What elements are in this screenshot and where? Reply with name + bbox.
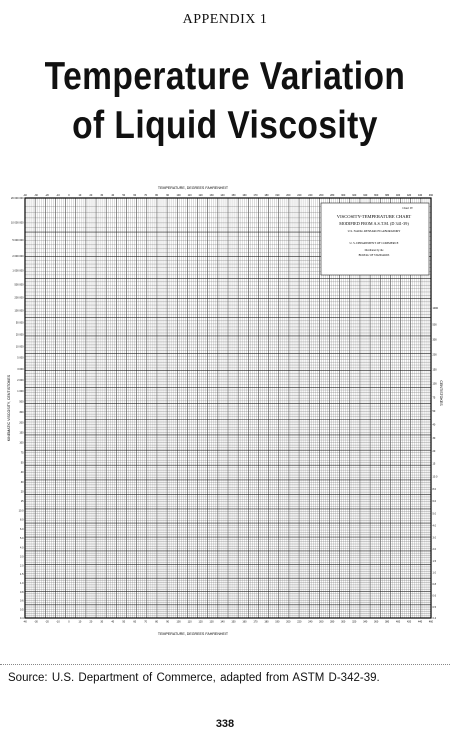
bottom-tick-label: 220 (297, 620, 302, 624)
left-tick-label: 8.0 (20, 518, 24, 522)
right-tick-label: 10.0 (432, 475, 438, 479)
left-tick-label: 3.0 (20, 555, 24, 559)
box-lab: U.S. NAVAL RESEARCH LABORATORY (347, 229, 401, 233)
right-tick-label: 8.0 (432, 487, 436, 491)
bottom-tick-label: 150 (231, 620, 236, 624)
right-tick-label: 20 (432, 449, 436, 453)
bottom-tick-label: 440 (417, 620, 423, 624)
viscosity-temperature-chart (3, 183, 443, 643)
right-tick-label: 500 (432, 323, 437, 327)
right-tick-label: 0.8 (432, 583, 436, 587)
bottom-tick-label: 260 (319, 620, 324, 624)
top-tick-label: -20 (45, 194, 49, 197)
bottom-tick-label: 130 (209, 620, 214, 624)
bottom-tick-label: -10 (56, 620, 60, 624)
source-note: Source: U.S. Department of Commerce, adapted from ASTM D-342-39. (8, 672, 380, 684)
top-tick-label: 0 (68, 194, 70, 197)
top-tick-label: 180 (264, 194, 269, 197)
left-tick-label: 75 (20, 451, 24, 455)
bottom-tick-label: 120 (198, 620, 203, 624)
right-tick-label: 0.4 (432, 617, 436, 620)
top-tick-label: 190 (275, 194, 280, 197)
title-line-2: of Liquid Viscosity (72, 104, 378, 147)
separator-rule (0, 664, 450, 665)
bottom-tick-label: 140 (220, 620, 225, 624)
top-tick-label: -40 (23, 194, 27, 197)
top-tick-label: 220 (297, 194, 302, 197)
bottom-tick-label: 420 (406, 620, 412, 624)
bottom-tick-label: 340 (363, 620, 368, 624)
bottom-tick-label: 80 (155, 620, 159, 624)
bottom-tick-label: 300 (341, 620, 346, 624)
left-tick-label: 300 (19, 410, 24, 414)
bottom-tick-label: 380 (385, 620, 390, 624)
top-axis-label: TEMPERATURE, DEGREES FAHRENHEIT (157, 186, 229, 190)
top-tick-label: 150 (231, 194, 236, 197)
left-tick-label: 15 (20, 499, 24, 503)
bottom-tick-label: 90 (166, 620, 170, 624)
top-tick-label: 90 (166, 194, 170, 197)
top-tick-label: 80 (155, 194, 159, 197)
bottom-tick-label: 190 (275, 620, 280, 624)
box-dist2: BUREAU OF STANDARDS (358, 254, 390, 257)
top-tick-label: 240 (308, 194, 313, 197)
left-tick-label: 0.8 (20, 590, 24, 594)
top-tick-label: 340 (363, 194, 368, 197)
bottom-tick-label: -40 (23, 620, 27, 624)
top-tick-label: 100 (176, 194, 181, 197)
left-tick-label: 4.0 (20, 546, 24, 550)
bottom-tick-label: 160 (242, 620, 247, 624)
left-tick-label: 100 (19, 441, 24, 445)
bottom-tick-label: 70 (144, 620, 148, 624)
right-tick-label: 100 (432, 382, 437, 386)
bottom-tick-label: 20 (89, 620, 93, 624)
bottom-tick-label: 40 (111, 620, 115, 624)
right-tick-label: 200 (432, 353, 437, 357)
right-tick-label: 1000 (432, 307, 439, 311)
left-tick-label: 200 (19, 421, 24, 425)
left-tick-label: 0.6 (20, 599, 24, 603)
top-tick-label: 40 (111, 194, 115, 197)
right-tick-label: 50 (432, 410, 436, 414)
top-tick-label: 170 (253, 194, 258, 197)
top-tick-label: 110 (187, 194, 192, 197)
page-number: 338 (215, 718, 235, 730)
left-axis-label: KINEMATIC VISCOSITY, CENTISTOKES (7, 374, 11, 442)
top-tick-label: 20 (89, 194, 93, 197)
left-tick-label: 10.0 (18, 509, 24, 513)
right-tick-label: 0.6 (432, 594, 436, 598)
left-tick-label: 0.5 (20, 608, 24, 612)
top-tick-label: 320 (352, 194, 357, 197)
left-tick-label: 1.0 (20, 582, 24, 586)
left-tick-label: 20 000 000 (10, 197, 24, 200)
box-dist1: Distributed by the (364, 249, 384, 252)
top-tick-label: 460 (428, 194, 434, 197)
box-chart-code: Chart IV (402, 206, 413, 210)
bottom-tick-label: 280 (330, 620, 335, 624)
bottom-tick-label: 400 (395, 620, 401, 624)
left-tick-label: 100 000 (14, 309, 24, 313)
bottom-tick-label: 360 (374, 620, 379, 624)
left-tick-label: 10 000 (15, 345, 24, 349)
bottom-tick-label: 0 (68, 620, 70, 624)
left-tick-label: 2 000 000 (12, 254, 24, 258)
bottom-tick-label: -30 (34, 620, 38, 624)
left-tick-label: 1 000 000 (12, 269, 24, 273)
left-tick-label: 500 (19, 400, 24, 404)
left-tick-label: 0.4 (20, 617, 24, 620)
left-tick-label: 200 000 (14, 296, 24, 300)
top-tick-label: 130 (209, 194, 214, 197)
bottom-tick-label: 100 (176, 620, 181, 624)
left-tick-label: 2 000 (17, 378, 24, 382)
right-tick-label: 30 (432, 436, 436, 440)
top-tick-label: 260 (319, 194, 324, 197)
bottom-tick-label: 110 (187, 620, 192, 624)
top-tick-label: 280 (330, 194, 335, 197)
right-tick-label: 5.0 (432, 512, 436, 516)
top-tick-label: 360 (374, 194, 379, 197)
bottom-tick-label: 240 (308, 620, 313, 624)
right-tick-label: 1.5 (432, 559, 436, 563)
top-tick-label: 120 (198, 194, 203, 197)
top-tick-label: 440 (417, 194, 423, 197)
top-tick-label: 60 (133, 194, 137, 197)
left-tick-label: 500 000 (14, 283, 24, 287)
bottom-tick-label: 170 (253, 620, 258, 624)
left-tick-label: 1.5 (20, 573, 24, 577)
bottom-tick-label: 460 (428, 620, 434, 624)
chart-info-box (321, 203, 429, 275)
box-dept: U. S. DEPARTMENT OF COMMERCE (349, 241, 399, 245)
left-tick-label: 10 000 000 (10, 221, 24, 225)
bottom-tick-label: 320 (352, 620, 357, 624)
left-tick-label: 1 000 (17, 389, 24, 393)
top-tick-label: 300 (341, 194, 346, 197)
right-tick-label: 6.0 (432, 500, 436, 504)
left-tick-label: 6.0 (20, 527, 24, 531)
bottom-tick-label: 180 (264, 620, 269, 624)
left-tick-label: 5 000 000 (12, 239, 24, 243)
bottom-tick-label: 50 (122, 620, 126, 624)
top-tick-label: 70 (144, 194, 148, 197)
right-tick-label: 0.5 (432, 605, 436, 609)
right-tick-label: 1.0 (432, 571, 436, 575)
box-title-line2: MODIFIED FROM A.S.T.M. (D 341-39) (339, 221, 409, 226)
top-tick-label: -30 (34, 194, 38, 197)
box-title-line1: VISCOSITY-TEMPERATURE CHART (336, 214, 412, 219)
right-tick-label: 15 (432, 462, 436, 466)
left-tick-label: 30 (20, 480, 24, 484)
left-tick-label: 3 000 (17, 367, 24, 371)
right-tick-label: 150 (432, 368, 437, 372)
left-tick-label: 5.0 (20, 537, 24, 541)
top-tick-label: 160 (242, 194, 247, 197)
top-tick-label: -10 (56, 194, 60, 197)
left-tick-label: 2.0 (20, 564, 24, 568)
top-tick-label: 50 (122, 194, 126, 197)
right-tick-label: 300 (432, 338, 437, 342)
left-tick-label: 50 (20, 461, 24, 465)
top-tick-label: 420 (406, 194, 412, 197)
top-tick-label: 400 (395, 194, 401, 197)
top-tick-label: 10 (78, 194, 82, 197)
bottom-tick-label: 10 (78, 620, 82, 624)
left-tick-label: 50 000 (15, 321, 24, 325)
left-tick-label: 40 (20, 471, 24, 475)
bottom-axis-label: TEMPERATURE, DEGREES FAHRENHEIT (157, 632, 229, 636)
right-axis-label: CENTISTOKES (439, 380, 443, 406)
left-tick-label: 150 (19, 431, 24, 435)
right-tick-label: 3.0 (432, 536, 436, 540)
bottom-tick-label: -20 (45, 620, 49, 624)
appendix-label: APPENDIX 1 (182, 12, 268, 27)
right-tick-label: 40 (432, 423, 436, 427)
left-tick-label: 5 000 (17, 356, 24, 360)
top-tick-label: 200 (286, 194, 291, 197)
right-tick-label: 4.0 (432, 524, 436, 528)
top-tick-label: 30 (100, 194, 104, 197)
right-tick-label: 2.0 (432, 548, 436, 552)
title-line-1: Temperature Variation (44, 55, 406, 98)
top-tick-label: 140 (220, 194, 225, 197)
right-tick-label: 75 (432, 396, 436, 400)
bottom-tick-label: 200 (286, 620, 291, 624)
left-tick-label: 20 000 (15, 333, 24, 337)
left-tick-label: 20 (20, 490, 24, 494)
top-tick-label: 380 (385, 194, 390, 197)
bottom-tick-label: 60 (133, 620, 137, 624)
bottom-tick-label: 30 (100, 620, 104, 624)
